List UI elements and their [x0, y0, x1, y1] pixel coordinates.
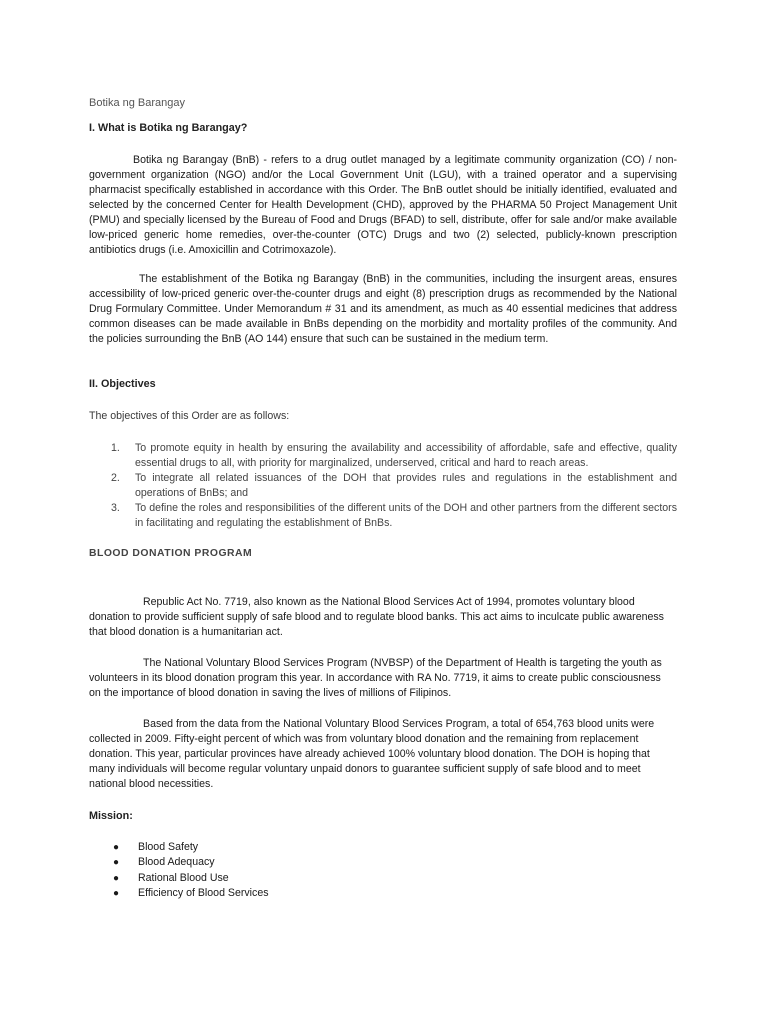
list-item — [89, 871, 677, 886]
list-item-number: 3. — [111, 502, 120, 514]
list-item — [89, 855, 677, 870]
list-item-text: Blood Adequacy — [138, 856, 215, 869]
section-heading-what-is-bnb: I. What is Botika ng Barangay? — [89, 122, 248, 134]
bullet-icon: ● — [113, 857, 120, 869]
list-item-number: 2. — [111, 472, 120, 484]
section-heading-objectives: II. Objectives — [89, 378, 156, 390]
bnb-establishment-paragraph: The establishment of the Botika ng Barangay (BnB) in the communities, including the insurgent areas, ensures accessibility of low-priced generic over-the-counter drugs and eight (8) prescription drugs as recommended by the National Drug Formulary Committee. Under Memorandum # 31 and its amendment, as much as 40 essential medicines that address common diseases can be made available in BnBs depending on the morbidity and mortality profiles of the community. And the policies surrounding the BnB (AO 144) ensure that such can be sustained in the medium term. — [89, 273, 677, 345]
bnb-definition-paragraph: Botika ng Barangay (BnB) - refers to a drug outlet managed by a legitimate community organization (CO) / non-government organization (NGO) and/or the Local Government Unit (LGU), with a trained operator and a supervising pharmacist specifically established in accordance with this Order. The BnB outlet should be initially identified, evaluated and selected by the concerned Center for Health Development (CHD), approved by the PHARMA 50 Project Management Unit (PMU) and specially licensed by the Bureau of Food and Drugs (BFAD) to sell, distribute, offer for sale and/or make available low-priced generic home remedies, over-the-counter (OTC) Drugs and two (2) selected, publicly-known prescription antibiotics drugs (i.e. Amoxicillin and Cotrimoxazole). — [89, 154, 677, 256]
objectives-intro: The objectives of this Order are as follows: — [89, 410, 290, 422]
objectives-list — [89, 441, 677, 531]
list-item-text: Efficiency of Blood Services — [138, 886, 269, 899]
mission-heading: Mission: — [89, 810, 133, 822]
list-item-text: Rational Blood Use — [138, 871, 229, 884]
list-item-text: To define the roles and responsibilities of the different units of the DOH and other partners from the different sectors in facilitating and regulating the establishment of BnBs. — [135, 502, 677, 529]
list-item — [89, 471, 677, 501]
list-item — [89, 840, 677, 855]
document-title: Botika ng Barangay — [89, 97, 186, 109]
section-heading-blood-donation: BLOOD DONATION PROGRAM — [89, 548, 253, 559]
list-item — [89, 886, 677, 901]
list-item-text: Blood Safety — [138, 841, 199, 853]
list-item — [89, 501, 677, 531]
list-item-number: 1. — [111, 442, 120, 454]
nvbsp-paragraph: The National Voluntary Blood Services Program (NVBSP) of the Department of Health is targeting the youth as volunteers in its blood donation program this year. In accordance with RA No. 7719, it aims to create public consciousness on the importance of blood donation in saving the lives of millions of Filipinos. — [89, 657, 662, 699]
bullet-icon: ● — [113, 842, 120, 853]
blood-act-paragraph: Republic Act No. 7719, also known as the National Blood Services Act of 1994, promotes voluntary blood donation to provide sufficient supply of safe blood and to regulate blood banks. This act aims to inculcate public awareness that blood donation is a humanitarian act. — [89, 596, 664, 638]
blood-data-paragraph: Based from the data from the National Voluntary Blood Services Program, a total of 654,763 blood units were collected in 2009. Fifty-eight percent of which was from voluntary blood donation and the remaining from replacement donation. This year, particular provinces have already achieved 100% voluntary blood donation. The DOH is hoping that many individuals will become regular voluntary unpaid donors to guarantee sufficient supply of safe blood and to meet national blood necessities. — [89, 718, 655, 790]
mission-list — [89, 840, 677, 901]
bullet-icon: ● — [113, 887, 120, 899]
bullet-icon: ● — [113, 872, 120, 884]
list-item — [89, 441, 677, 471]
list-item-text: To promote equity in health by ensuring the availability and accessibility of affordable, safe and effective, quality essential drugs to all, with priority for marginalized, underserved, critical and hard to reach areas. — [135, 442, 677, 469]
list-item-text: To integrate all related issuances of the DOH that provides rules and regulations in the establishment and operations of BnBs; and — [135, 472, 677, 499]
